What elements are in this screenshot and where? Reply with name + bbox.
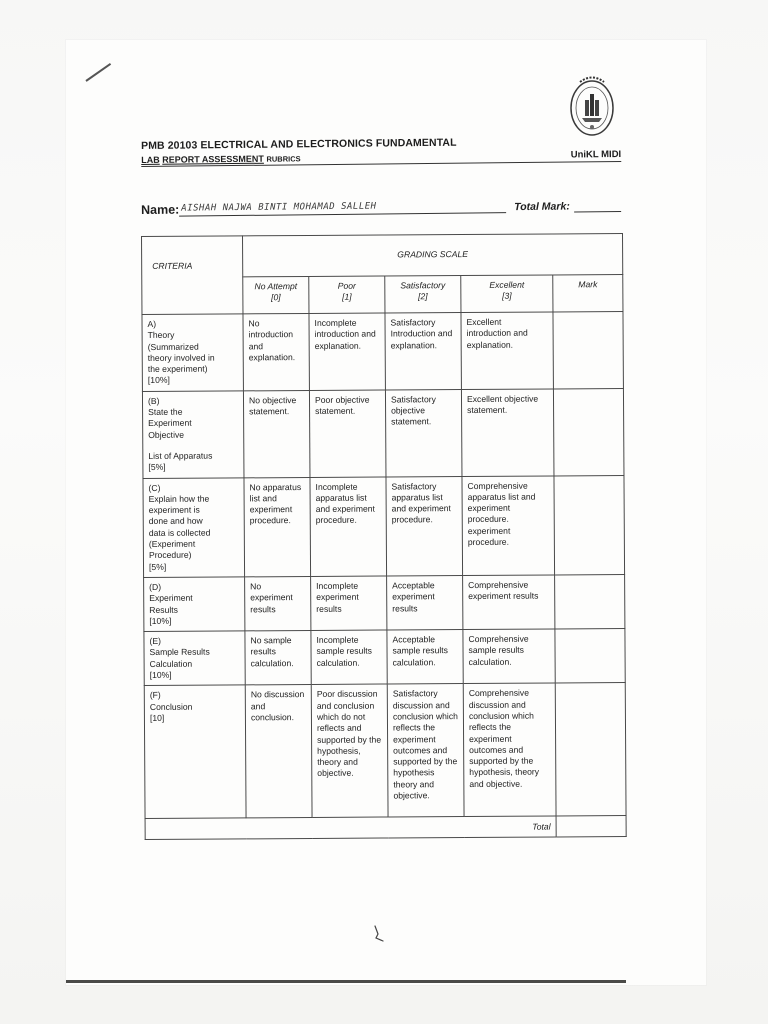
criteria-line: List of Apparatus	[148, 450, 213, 461]
satisfactory-cell: Acceptable sample results calculation.	[387, 630, 463, 685]
mark-cell[interactable]	[555, 629, 625, 684]
criteria-line: (C)	[148, 482, 161, 493]
total-mark-field[interactable]	[574, 199, 621, 212]
table-row	[142, 312, 624, 392]
criteria-line: [10%]	[149, 669, 172, 680]
criteria-line: experiment is	[148, 504, 200, 516]
criteria-line: Calculation	[149, 658, 193, 669]
criteria-header: CRITERIA	[142, 236, 243, 315]
document-header	[141, 135, 621, 167]
no-attempt-cell: No sample results calculation.	[245, 631, 311, 686]
criteria-line: the experiment)	[147, 363, 208, 375]
level-score: [3]	[502, 291, 512, 302]
excellent-cell: Excellent introduction and explanation.	[461, 312, 553, 389]
criteria-cell	[142, 391, 244, 478]
university-logo-icon	[568, 74, 616, 138]
table-row	[144, 683, 626, 819]
table-row	[144, 574, 625, 631]
criteria-line: [5%]	[148, 561, 167, 572]
poor-cell: Poor discussion and conclusion which do not reflects and supported by the hypothesis, theory and objective.	[311, 684, 388, 817]
level-header-no-attempt	[243, 276, 309, 313]
mark-cell[interactable]	[553, 388, 624, 475]
criteria-line: (E)	[149, 636, 161, 647]
criteria-line: Results	[149, 604, 178, 615]
rubric-title-main: REPORT ASSESSMENT	[162, 153, 264, 165]
criteria-line: Explain how the	[148, 493, 210, 504]
criteria-line: Experiment	[148, 418, 192, 429]
name-label: Name	[141, 202, 176, 217]
criteria-line: (Summarized	[147, 341, 199, 352]
excellent-cell: Excellent objective statement.	[461, 389, 554, 476]
criteria-line: [10]	[149, 712, 165, 723]
criteria-cell	[143, 477, 245, 577]
level-label: No Attempt	[254, 281, 298, 292]
criteria-line: done and how	[148, 516, 203, 527]
no-attempt-cell: No experiment results	[245, 576, 311, 631]
criteria-line: (F)	[149, 690, 161, 701]
pen-mark-tick	[372, 925, 386, 943]
criteria-gap	[148, 440, 238, 451]
level-header-poor	[309, 276, 385, 313]
mark-cell[interactable]	[554, 475, 625, 575]
mark-header: Mark	[553, 275, 623, 312]
paper-bottom-edge	[66, 980, 626, 983]
level-score: [1]	[342, 292, 352, 303]
name-colon: :	[175, 202, 180, 217]
criteria-line: A)	[147, 318, 157, 329]
no-attempt-cell: No objective statement.	[243, 390, 310, 477]
excellent-cell: Comprehensive experiment results	[463, 575, 555, 630]
rubric-title-lab: LAB	[141, 154, 160, 165]
level-score: [2]	[418, 291, 428, 302]
table-row	[143, 475, 625, 577]
criteria-line: data is collected	[148, 527, 211, 538]
table-header-row	[142, 234, 623, 278]
criteria-line: Sample Results	[149, 647, 210, 658]
criteria-line: (Experiment	[148, 538, 196, 550]
no-attempt-cell: No discussion and conclusion.	[245, 685, 312, 818]
poor-cell: Incomplete experiment results	[311, 576, 387, 631]
excellent-cell: Comprehensive apparatus list and experiment procedure. experiment procedure.	[462, 476, 555, 576]
criteria-line: State the	[148, 406, 183, 418]
mark-cell[interactable]	[555, 574, 625, 629]
satisfactory-cell: Satisfactory discussion and conclusion which reflects the experiment outcomes and supported by the hypothesis theory and objective.	[387, 684, 464, 817]
grading-scale-header: GRADING SCALE	[243, 234, 623, 277]
criteria-cell	[142, 314, 243, 391]
level-header-excellent	[461, 275, 553, 313]
criteria-line: theory involved in	[147, 352, 215, 363]
criteria-cell	[144, 631, 245, 686]
level-label: Satisfactory	[400, 280, 446, 291]
level-score: [0]	[271, 292, 281, 303]
course-title: PMB 20103 ELECTRICAL AND ELECTRONICS FUNDAMENTAL	[141, 136, 457, 152]
criteria-cell	[144, 577, 245, 632]
satisfactory-cell: Satisfactory apparatus list and experiment procedure.	[386, 476, 463, 576]
criteria-line: (B)	[147, 395, 160, 406]
criteria-line: Experiment	[149, 592, 193, 604]
no-attempt-cell: No apparatus list and experiment procedure.	[244, 477, 311, 577]
rubric-title-small: RUBRICS	[266, 154, 301, 164]
no-attempt-cell: No introduction and explanation.	[243, 313, 309, 390]
satisfactory-cell: Acceptable experiment results	[387, 575, 463, 630]
level-label: Excellent	[489, 279, 525, 290]
level-label: Poor	[337, 280, 356, 291]
total-mark-cell[interactable]	[556, 816, 626, 837]
total-row	[145, 816, 626, 840]
student-name-field[interactable]: AISHAH NAJWA BINTI MOHAMAD SALLEH	[179, 199, 506, 216]
criteria-line: Procedure)	[148, 550, 192, 561]
criteria-line: [10%]	[149, 615, 172, 626]
total-mark-label: Total Mark:	[514, 200, 570, 214]
rubric-title	[141, 153, 300, 165]
level-header-satisfactory	[385, 276, 461, 313]
poor-cell: Poor objective statement.	[309, 390, 386, 477]
criteria-line: (D)	[149, 581, 162, 592]
criteria-cell	[144, 685, 246, 819]
poor-cell: Incomplete apparatus list and experiment procedure.	[310, 477, 387, 577]
excellent-cell: Comprehensive sample results calculation.	[463, 629, 555, 684]
criteria-line: Objective	[148, 429, 185, 440]
poor-cell: Incomplete sample results calculation.	[311, 630, 387, 685]
criteria-line: Theory	[147, 330, 175, 341]
total-label: Total	[145, 816, 556, 840]
excellent-cell: Comprehensive discussion and conclusion which reflects the experiment outcomes and supported by the hypothesis, theory and objective.	[463, 683, 556, 817]
table-row	[144, 629, 625, 686]
criteria-line: Conclusion	[149, 701, 193, 712]
satisfactory-cell: Satisfactory objective statement.	[385, 389, 462, 476]
table-row	[142, 388, 624, 478]
criteria-line: [10%]	[147, 375, 170, 386]
mark-cell[interactable]	[553, 312, 624, 389]
rubric-table	[141, 233, 627, 840]
criteria-line: [5%]	[148, 462, 166, 473]
org-name: UniKL MIDI	[570, 148, 622, 161]
poor-cell: Incomplete introduction and explanation.	[309, 313, 385, 390]
satisfactory-cell: Satisfactory Introduction and explanation.	[385, 313, 461, 390]
mark-cell[interactable]	[555, 683, 626, 816]
